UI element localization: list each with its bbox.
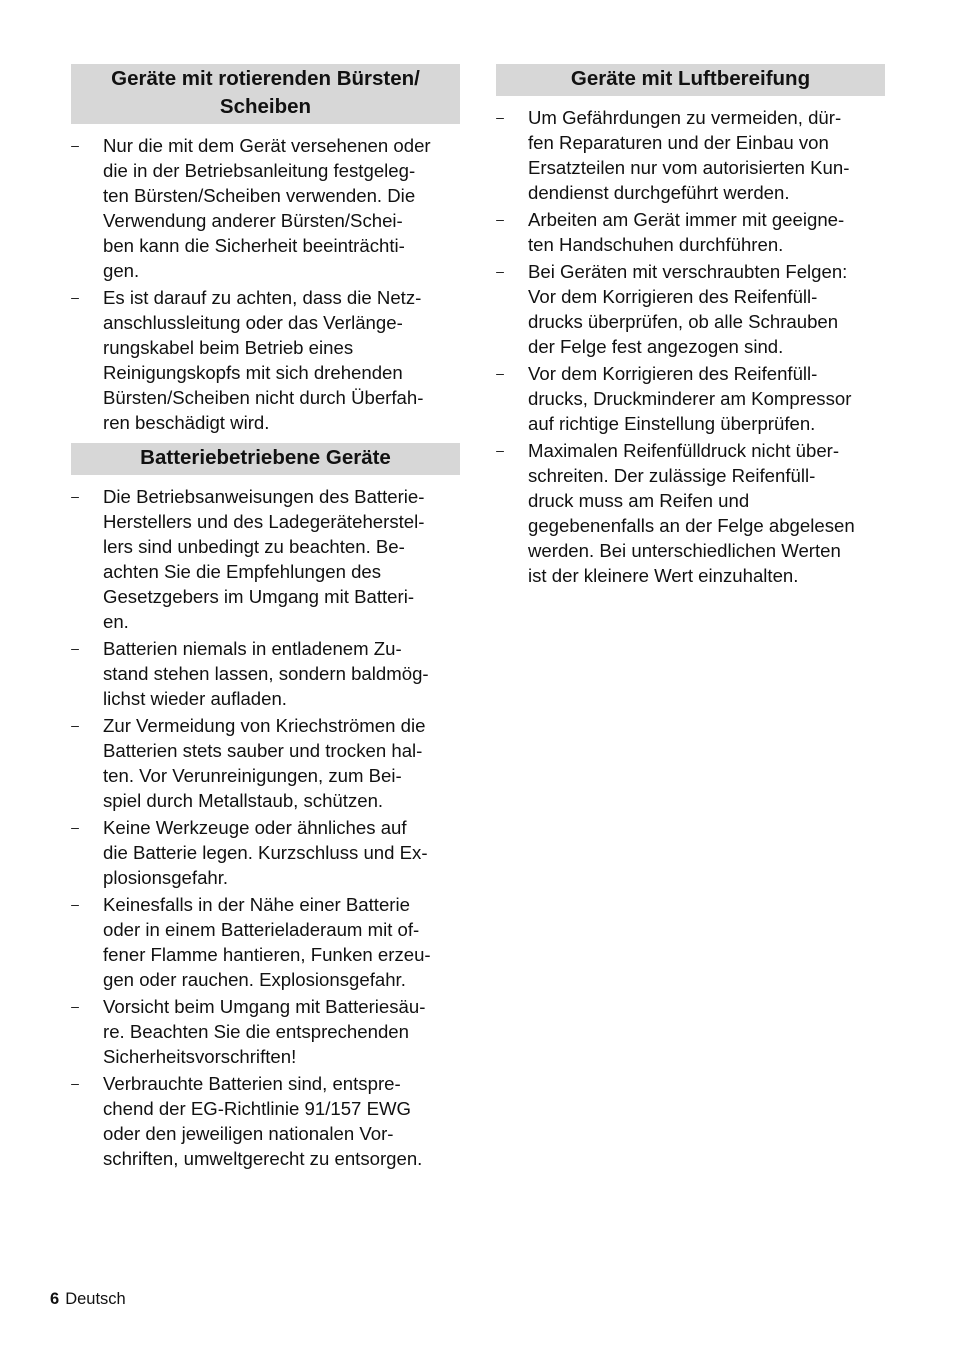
- list-item-text: Keine Werkzeuge oder ähnliches auf die Batterie legen. Kurzschluss und Ex- plosionsgefahr.: [103, 817, 428, 888]
- bullet-dash: –: [71, 488, 79, 504]
- section-heading-pneumatic-tyres: Geräte mit Luftbereifung: [496, 64, 885, 96]
- list-item: [71, 1071, 460, 1171]
- list-item: [71, 815, 460, 890]
- bullet-dash: –: [71, 998, 79, 1014]
- list-item-text: Vor dem Korrigieren des Reifenfüll- drucks, Druckminderer am Kompressor auf richtige Einstellung überprüfen.: [528, 363, 852, 434]
- bullet-dash: –: [496, 109, 504, 125]
- list-item-text: Verbrauchte Batterien sind, entspre- chend der EG-Richtlinie 91/157 EWG oder den jeweiligen nationalen Vor- schriften, umweltgerecht zu entsorgen.: [103, 1073, 423, 1169]
- section-heading-rotating-brushes: Geräte mit rotierenden Bürsten/ Scheiben: [71, 64, 460, 124]
- bullet-dash: –: [496, 442, 504, 458]
- list-item: [71, 133, 460, 283]
- list-item-text: Arbeiten am Gerät immer mit geeigne- ten Handschuhen durchführen.: [528, 209, 845, 255]
- right-column: [496, 64, 885, 596]
- list-item-text: Batterien niemals in entladenem Zu- stand stehen lassen, sondern baldmög- lichst wieder aufladen.: [103, 638, 429, 709]
- bullet-dash: –: [496, 263, 504, 279]
- list-item-text: Es ist darauf zu achten, dass die Netz- anschlussleitung oder das Verlänge- rungskabel beim Betrieb eines Reinigungskopfs mit sich drehenden Bürsten/Scheiben nicht durch Überfah- ren beschädigt wird.: [103, 287, 424, 433]
- list-item: [71, 713, 460, 813]
- bullet-dash: –: [71, 640, 79, 656]
- section-heading-battery-devices: Batteriebetriebene Geräte: [71, 443, 460, 475]
- list-item: [71, 994, 460, 1069]
- bullet-dash: –: [71, 896, 79, 912]
- page-number: 6: [50, 1290, 60, 1308]
- list-item: [71, 484, 460, 634]
- bullet-dash: –: [71, 1075, 79, 1091]
- list-item-text: Keinesfalls in der Nähe einer Batterie oder in einem Batterieladeraum mit of- fener Flamme hantieren, Funken erzeu- gen oder rauchen. Explosionsgefahr.: [103, 894, 431, 990]
- bullet-dash: –: [71, 137, 79, 153]
- list-item: [496, 438, 885, 588]
- battery-devices-list: [71, 484, 460, 1171]
- list-item-text: Um Gefährdungen zu vermeiden, dür- fen Reparaturen und der Einbau von Ersatzteilen nur vom autorisierten Kun- dendienst durchgeführt werden.: [528, 107, 850, 203]
- bullet-dash: –: [71, 717, 79, 733]
- list-item: [71, 285, 460, 435]
- list-item-text: Zur Vermeidung von Kriechströmen die Batterien stets sauber und trocken hal- ten. Vor Verunreinigungen, zum Bei- spiel durch Metallstaub, schützen.: [103, 715, 426, 811]
- list-item-text: Maximalen Reifenfülldruck nicht über- schreiten. Der zulässige Reifenfüll- druck muss am Reifen und gegebenenfalls an der Felge abgelesen werden. Bei unterschiedlichen Werten ist der kleinere Wert einzuhalten.: [528, 440, 855, 586]
- bullet-dash: –: [496, 211, 504, 227]
- list-item-text: Bei Geräten mit verschraubten Felgen: Vor dem Korrigieren des Reifenfüll- drucks überprüfen, ob alle Schrauben der Felge fest angezogen sind.: [528, 261, 848, 357]
- list-item: [496, 259, 885, 359]
- list-item-text: Vorsicht beim Umgang mit Batteriesäu- re. Beachten Sie die entsprechenden Sicherheitsvorschriften!: [103, 996, 426, 1067]
- list-item: [71, 636, 460, 711]
- list-item: [496, 361, 885, 436]
- footer-language: Deutsch: [65, 1290, 126, 1308]
- list-item: [496, 105, 885, 205]
- pneumatic-tyres-list: [496, 105, 885, 588]
- list-item-text: Die Betriebsanweisungen des Batterie- Herstellers und des Ladegeräteherstel- lers sind unbedingt zu beachten. Be- achten Sie die Empfehlungen des Gesetzgebers im Umgang mit Batteri- en.: [103, 486, 425, 632]
- bullet-dash: –: [71, 289, 79, 305]
- bullet-dash: –: [71, 819, 79, 835]
- list-item: [71, 892, 460, 992]
- list-item-text: Nur die mit dem Gerät versehenen oder die in der Betriebsanleitung festgeleg- ten Bürsten/Scheiben verwenden. Die Verwendung anderer Bürsten/Schei- ben kann die Sicherheit beeinträchti- gen.: [103, 135, 431, 281]
- list-item: [496, 207, 885, 257]
- page-footer: [50, 1289, 126, 1309]
- left-column: [71, 64, 460, 1179]
- rotating-brushes-list: [71, 133, 460, 435]
- bullet-dash: –: [496, 365, 504, 381]
